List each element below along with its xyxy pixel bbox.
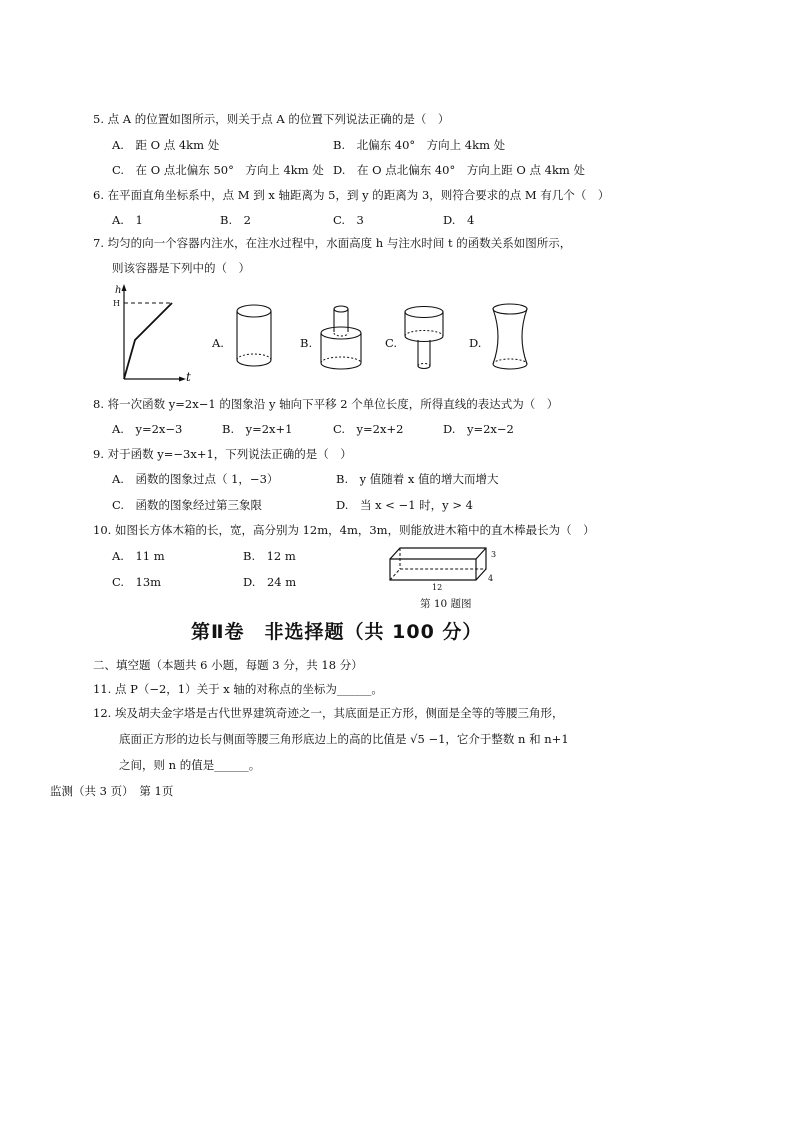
q6-option-b: B. 2 (220, 213, 251, 227)
q10-stem: 10. 如图长方体木箱的长，宽，高分别为 12m，4m，3m，则能放进木箱中的直木棒最长为（ ） (93, 523, 595, 537)
container-c-narrow-bottom (402, 304, 446, 372)
q8-option-c: C. y=2x+2 (333, 422, 404, 436)
q8-option-d: D. y=2x−2 (443, 422, 514, 436)
container-d-hourglass (490, 302, 530, 372)
q9-stem: 9. 对于函数 y=−3x+1，下列说法正确的是（ ） (93, 447, 352, 461)
q6-option-a: A. 1 (112, 213, 143, 227)
q8-option-a: A. y=2x−3 (112, 422, 183, 436)
q12-line3: 之间，则 n 的值是______。 (119, 758, 261, 772)
q7-stem-line1: 7. 均匀的向一个容器内注水，在注水过程中，水面高度 h 与注水时间 t 的函数关系如图所示， (93, 236, 572, 250)
q12-line1: 12. 埃及胡夫金字塔是古代世界建筑奇迹之一，其底面是正方形，侧面是全等的等腰三角形， (93, 706, 564, 720)
q9-option-c: C. 函数的图象经过第三象限 (112, 498, 263, 512)
box-height-label: 3 (491, 550, 497, 559)
q7-stem-line2: 则该容器是下列中的（ ） (112, 261, 250, 275)
q7-option-b-label: B. (300, 336, 313, 350)
q10-figure-caption: 第 10 题图 (420, 598, 472, 610)
page-footer: 监测（共 3 页） 第 1页 (50, 784, 174, 798)
q5-option-a: A. 距 O 点 4km 处 (112, 138, 220, 152)
q11-text: 11. 点 P（−2，1）关于 x 轴的对称点的坐标为______。 (93, 682, 383, 696)
q8-option-b: B. y=2x+1 (222, 422, 293, 436)
q10-option-d: D. 24 m (243, 575, 297, 589)
q10-option-c: C. 13m (112, 575, 162, 589)
box-width-label: 4 (488, 574, 494, 583)
q5-stem: 5. 点 A 的位置如图所示，则关于点 A 的位置下列说法正确的是（ ） (93, 112, 450, 126)
q9-option-a: A. 函数的图象过点（ 1，−3） (112, 472, 279, 486)
h-axis-label: h (115, 285, 122, 296)
q8-stem: 8. 将一次函数 y=2x−1 的图象沿 y 轴向下平移 2 个单位长度，所得直线的表达式为（ ） (93, 397, 559, 411)
q12-line2: 底面正方形的边长与侧面等腰三角形底边上的高的比值是 √5 −1，它介于整数 n 和 n+1 (119, 732, 569, 746)
q7-option-a-label: A. (212, 336, 224, 350)
q10-option-b: B. 12 m (243, 549, 296, 563)
q10-option-a: A. 11 m (112, 549, 165, 563)
box-length-label: 12 (432, 583, 443, 592)
section-2-title: 第Ⅱ卷 非选择题（共 100 分） (191, 621, 483, 643)
q7-option-c-label: C. (385, 336, 398, 350)
wooden-box-figure (388, 543, 510, 593)
h-max-label: H (113, 299, 120, 308)
q9-option-d: D. 当 x < −1 时，y > 4 (336, 498, 473, 512)
water-height-graph (108, 284, 194, 384)
q5-option-d: D. 在 O 点北偏东 40° 方向上距 O 点 4km 处 (333, 163, 585, 177)
container-b-narrow-top (318, 303, 364, 373)
q5-option-b: B. 北偏东 40° 方向上 4km 处 (333, 138, 506, 152)
q6-option-d: D. 4 (443, 213, 475, 227)
q9-option-b: B. y 值随着 x 值的增大而增大 (336, 472, 499, 486)
q5-option-c: C. 在 O 点北偏东 50° 方向上 4km 处 (112, 163, 324, 177)
container-a-cylinder (234, 302, 274, 370)
q7-option-d-label: D. (469, 336, 482, 350)
t-axis-label: t (186, 370, 191, 384)
q6-option-c: C. 3 (333, 213, 364, 227)
fill-section-header: 二、填空题（本题共 6 小题，每题 3 分，共 18 分） (93, 658, 363, 672)
q6-stem: 6. 在平面直角坐标系中，点 M 到 x 轴距离为 5，到 y 的距离为 3，则符合要求的点 M 有几个（ ） (93, 188, 610, 202)
